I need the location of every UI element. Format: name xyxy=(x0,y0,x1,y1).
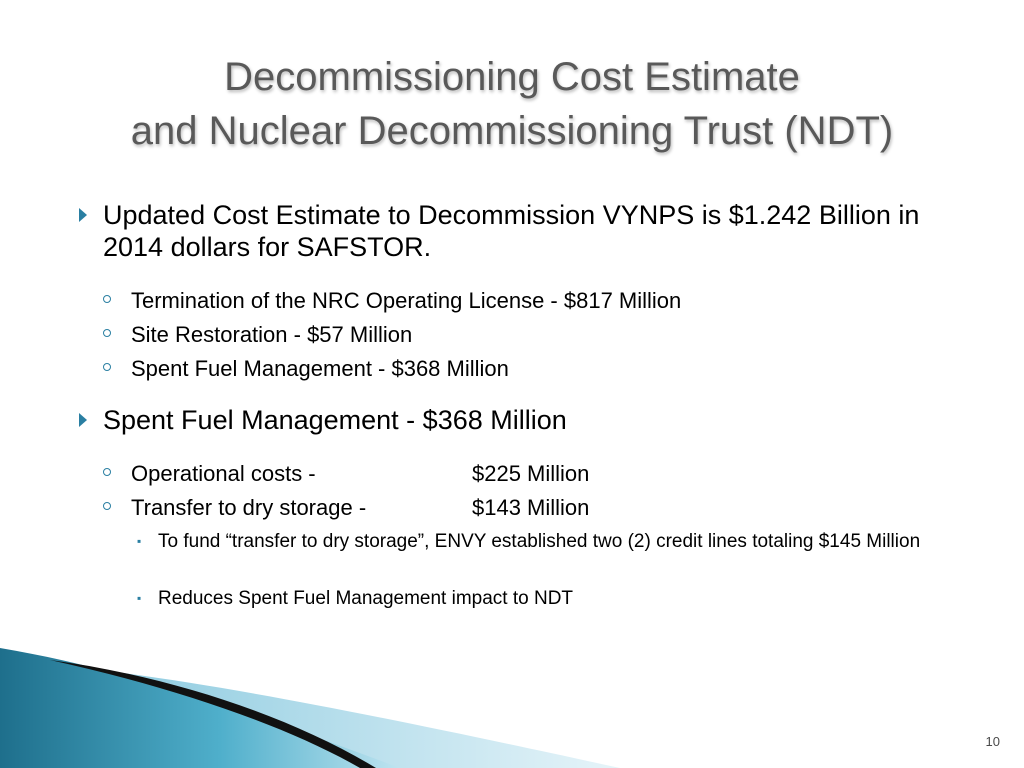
bullet-spent-fuel-management: Spent Fuel Management - $368 Million xyxy=(103,405,567,435)
sub-bullet-spent-fuel: Spent Fuel Management - $368 Million xyxy=(131,356,509,381)
page-number: 10 xyxy=(985,734,1000,749)
sub-sub-bullet-credit-lines: To fund “transfer to dry storage”, ENVY established two (2) credit lines totaling $145 Million xyxy=(158,531,921,552)
sub-bullet-termination: Termination of the NRC Operating License - $817 Million xyxy=(131,288,682,313)
slide-title-line-1: Decommissioning Cost Estimate xyxy=(224,55,800,99)
sub-bullet-site-restoration: Site Restoration - $57 Million xyxy=(131,322,413,347)
sub-sub-bullet-reduces-impact: Reduces Spent Fuel Management impact to NDT xyxy=(158,588,574,609)
sub-bullet-operational-costs-amount: $225 Million xyxy=(472,461,590,486)
sub-bullet-transfer-label: Transfer to dry storage - xyxy=(131,495,367,520)
bullet-cost-estimate: Updated Cost Estimate to Decommission VYNPS is $1.242 Billion in 2014 dollars for SAFSTOR. xyxy=(103,200,920,262)
dot-bullet-icon: ▪ xyxy=(137,591,142,605)
sub-bullet-transfer-amount: $143 Million xyxy=(472,495,590,520)
slide-title-line-2: and Nuclear Decommissioning Trust (NDT) xyxy=(130,109,894,153)
sub-bullet-operational-costs-label: Operational costs - xyxy=(131,461,316,486)
dot-bullet-icon: ▪ xyxy=(137,534,142,548)
